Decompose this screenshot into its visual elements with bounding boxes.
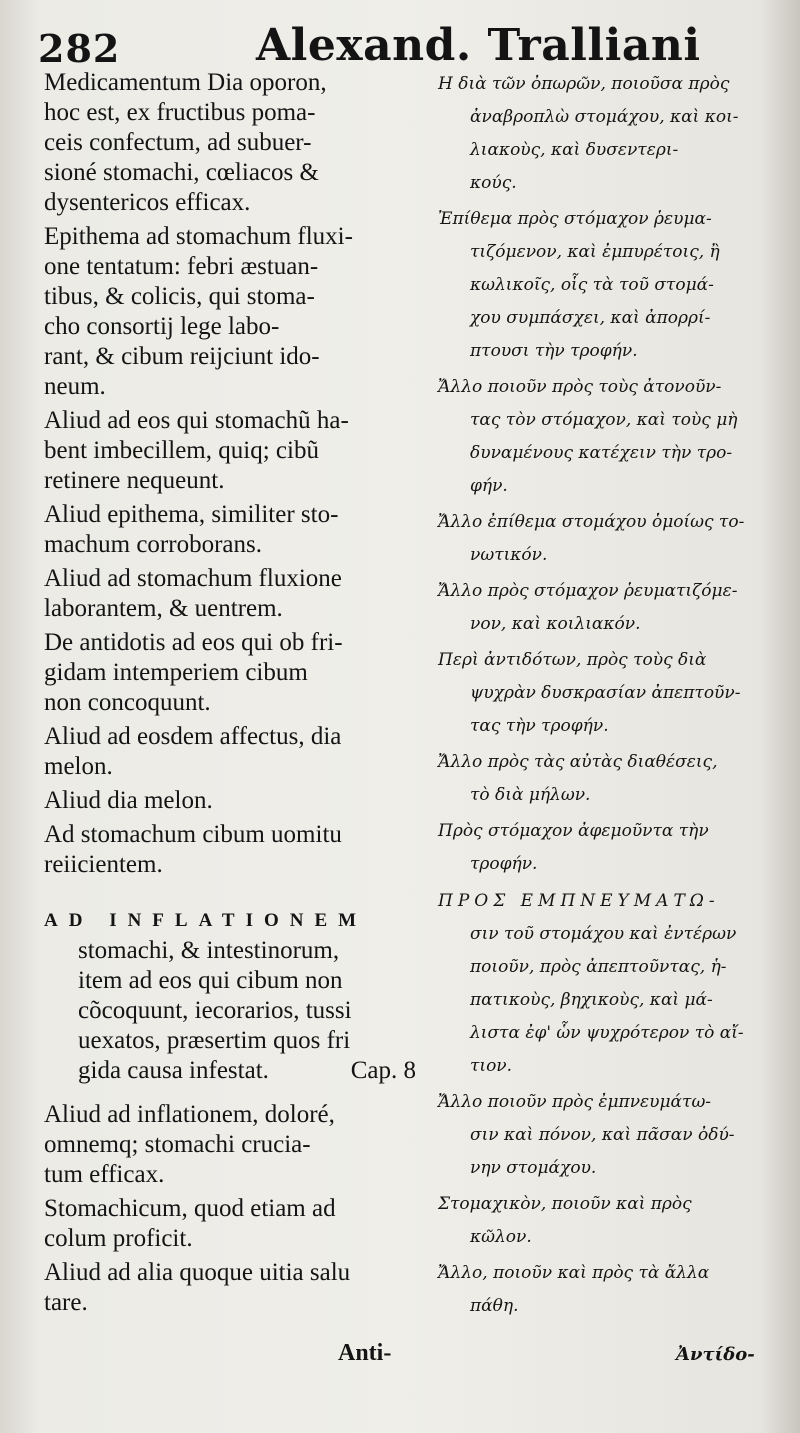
latin-heading-line: item ad eos qui cibum non (78, 967, 343, 994)
greek-entry-line: νην στομάχου. (470, 1158, 597, 1178)
latin-entry-line: Aliud dia melon. (44, 787, 213, 814)
greek-entry-line: τροφήν. (470, 854, 538, 874)
greek-entry (438, 644, 766, 743)
greek-entry-line: τιζόμενον, καὶ ἐμπυρέτοις, ἢ (470, 242, 720, 262)
latin-entry-line: Aliud ad stomachum fluxione (44, 565, 342, 592)
greek-heading-line: πατικοὺς, βηχικοὺς, καὶ μά- (470, 990, 713, 1010)
greek-entry-line: νωτικόν. (470, 545, 548, 565)
latin-entry (44, 1100, 416, 1190)
latin-entry (44, 820, 416, 880)
greek-entry-line: δυναμένους κατέχειν τὴν τρο- (470, 443, 733, 463)
latin-entry (44, 1258, 416, 1318)
greek-entry-line: χου συμπάσχει, καὶ ἀπορρί- (470, 308, 711, 328)
latin-entry-line: retinere nequeunt. (44, 467, 225, 494)
greek-entry (438, 746, 766, 812)
greek-entry-line: Πρὸς στόμαχον ἀφεμοῦντα τὴν (438, 821, 709, 841)
latin-entry-line: De antidotis ad eos qui ob fri- (44, 629, 343, 656)
greek-entry-line: Ἄλλο πρὸς τὰς αὐτὰς διαθέσεις, (438, 752, 718, 772)
greek-entry-line: ψυχρὰν δυσκρασίαν ἀπεπτοῦν- (470, 683, 741, 703)
greek-entry-line: πάθη. (470, 1296, 519, 1316)
page-header (38, 20, 758, 72)
greek-entry-line: Ἄλλο ἐπίθεμα στομάχου ὁμοίως το- (438, 512, 745, 532)
greek-entry-line: Ἄλλο ποιοῦν πρὸς ἐμπνευμάτω- (438, 1092, 712, 1112)
latin-entry-line: tum efficax. (44, 1161, 165, 1188)
latin-heading-text: gida causa infestat. (78, 1057, 269, 1084)
greek-entry-line: τὸ διὰ μήλων. (470, 785, 591, 805)
greek-entry-line: Στομαχικὸν, ποιοῦν καὶ πρὸς (438, 1194, 692, 1214)
greek-chapter-heading (438, 885, 766, 1083)
latin-entry (44, 564, 416, 624)
greek-entry (438, 1086, 766, 1185)
latin-entry-line: sioné stomachi, cœliacos & (44, 159, 319, 186)
greek-entry-line: πτουσι τὴν τροφήν. (470, 341, 638, 361)
latin-entry-line: dysentericos efficax. (44, 189, 251, 216)
greek-entry-line: φήν. (470, 476, 508, 496)
latin-entry-line: cho consortij lege labo- (44, 313, 280, 340)
latin-entry-line: melon. (44, 753, 113, 780)
greek-entry-line: τας τὴν τροφήν. (470, 716, 609, 736)
latin-entry-line: neum. (44, 373, 106, 400)
greek-heading-line: λιστα ἐφ' ὧν ψυχρότερον τὸ αἴ- (470, 1023, 744, 1043)
greek-entry-line: Η διὰ τῶν ὀπωρῶν, ποιοῦσα πρὸς (438, 74, 730, 94)
greek-entry (438, 68, 766, 200)
latin-entry-line: Aliud ad inflationem, doloré, (44, 1101, 335, 1128)
latin-entry (44, 722, 416, 782)
chapter-number: Cap. 8 (350, 1057, 416, 1084)
latin-column (44, 68, 416, 1322)
latin-entry-line: Stomachicum, quod etiam ad (44, 1195, 336, 1222)
greek-entry (438, 371, 766, 503)
greek-entry (438, 1257, 766, 1323)
latin-entry (44, 222, 416, 402)
latin-entry-line: Epithema ad stomachum fluxi- (44, 223, 353, 250)
latin-heading-line: uexatos, præsertim quos fri (78, 1027, 351, 1054)
latin-entry-line: Aliud ad eos qui stomachũ ha- (44, 407, 349, 434)
greek-entry-line: Ἄλλο, ποιοῦν καὶ πρὸς τὰ ἄλλα (438, 1263, 710, 1283)
latin-entry (44, 406, 416, 496)
latin-heading-line: cõcoquunt, iecorarios, tussi (78, 997, 352, 1024)
greek-entry (438, 506, 766, 572)
greek-entry-line: Περὶ ἀντιδότων, πρὸς τοὺς διὰ (438, 650, 707, 670)
latin-entry-line: hoc est, ex fructibus poma- (44, 99, 316, 126)
latin-entry-line: bent imbecillem, quiq; cibũ (44, 437, 319, 464)
latin-entry (44, 500, 416, 560)
latin-heading-caps: AD INFLATIONEM (44, 910, 368, 931)
latin-entry-line: machum corroborans. (44, 531, 262, 558)
latin-entry-line: non concoquunt. (44, 689, 211, 716)
latin-entry-line: Ad stomachum cibum uomitu (44, 821, 342, 848)
latin-entry-line: gidam intemperiem cibum (44, 659, 308, 686)
latin-heading-line: stomachi, & intestinorum, (78, 937, 340, 964)
greek-entry (438, 1188, 766, 1254)
latin-chapter-heading (44, 906, 416, 1086)
latin-entry-line: omnemq; stomachi crucia- (44, 1131, 311, 1158)
greek-column (438, 68, 766, 1326)
latin-entry (44, 68, 416, 218)
latin-entry-line: laborantem, & uentrem. (44, 595, 283, 622)
latin-entry-line: Medicamentum Dia oporon, (44, 69, 327, 96)
greek-entry-line: νον, καὶ κοιλιακόν. (470, 614, 641, 634)
latin-entry-line: one tentatum: febri æstuan- (44, 253, 319, 280)
latin-entry-line: Aliud epithema, similiter sto- (44, 501, 339, 528)
latin-catchword: Anti- (338, 1340, 392, 1366)
latin-entry-line: tare. (44, 1289, 88, 1316)
latin-entry-line: reiicientem. (44, 851, 163, 878)
greek-entry-line: κῶλον. (470, 1227, 532, 1247)
greek-entry-line: τας τὸν στόμαχον, καὶ τοὺς μὴ (470, 410, 738, 430)
greek-heading-line: σιν τοῦ στομάχου καὶ ἐντέρων (470, 924, 737, 944)
latin-entry (44, 786, 416, 816)
latin-entry (44, 1194, 416, 1254)
greek-heading-line: τιον. (470, 1056, 513, 1076)
greek-entry (438, 815, 766, 881)
page-number: 282 (38, 26, 121, 71)
latin-entry-line: Aliud ad eosdem affectus, dia (44, 723, 342, 750)
greek-heading-caps: ΠΡΟΣ ΕΜΠΝΕΥΜΑΤΩ- (438, 891, 720, 911)
greek-entry-line: λιακοὺς, καὶ δυσεντερι- (470, 140, 679, 160)
greek-catchword: Ἀντίδο- (676, 1344, 755, 1365)
latin-entry-line: colum proficit. (44, 1225, 193, 1252)
greek-entry-line: Ἐπίθεμα πρὸς στόμαχον ῥευμα- (438, 209, 712, 229)
latin-heading-last-line (44, 1056, 416, 1086)
running-head: Alexand. Tralliani (256, 20, 701, 71)
greek-entry-line: ἀναβροπλὼ στομάχου, καὶ κοι- (470, 107, 739, 127)
greek-entry-line: σιν καὶ πόνον, καὶ πᾶσαν ὀδύ- (470, 1125, 735, 1145)
latin-entry-line: rant, & cibum reijciunt ido- (44, 343, 320, 370)
latin-entry-line: tibus, & colicis, qui stoma- (44, 283, 315, 310)
greek-entry-line: κωλικοῖς, οἷς τὰ τοῦ στομά- (470, 275, 714, 295)
latin-entry (44, 628, 416, 718)
latin-entry-line: ceis confectum, ad subuer- (44, 129, 312, 156)
latin-entry-line: Aliud ad alia quoque uitia salu (44, 1259, 351, 1286)
greek-entry-line: κούς. (470, 173, 517, 193)
greek-entry (438, 575, 766, 641)
greek-entry (438, 203, 766, 368)
greek-heading-line: ποιοῦν, πρὸς ἀπεπτοῦντας, ἡ- (470, 957, 727, 977)
greek-entry-line: Ἄλλο ποιοῦν πρὸς τοὺς ἀτονοῦν- (438, 377, 722, 397)
greek-entry-line: Ἄλλο πρὸς στόμαχον ῥευματιζόμε- (438, 581, 738, 601)
